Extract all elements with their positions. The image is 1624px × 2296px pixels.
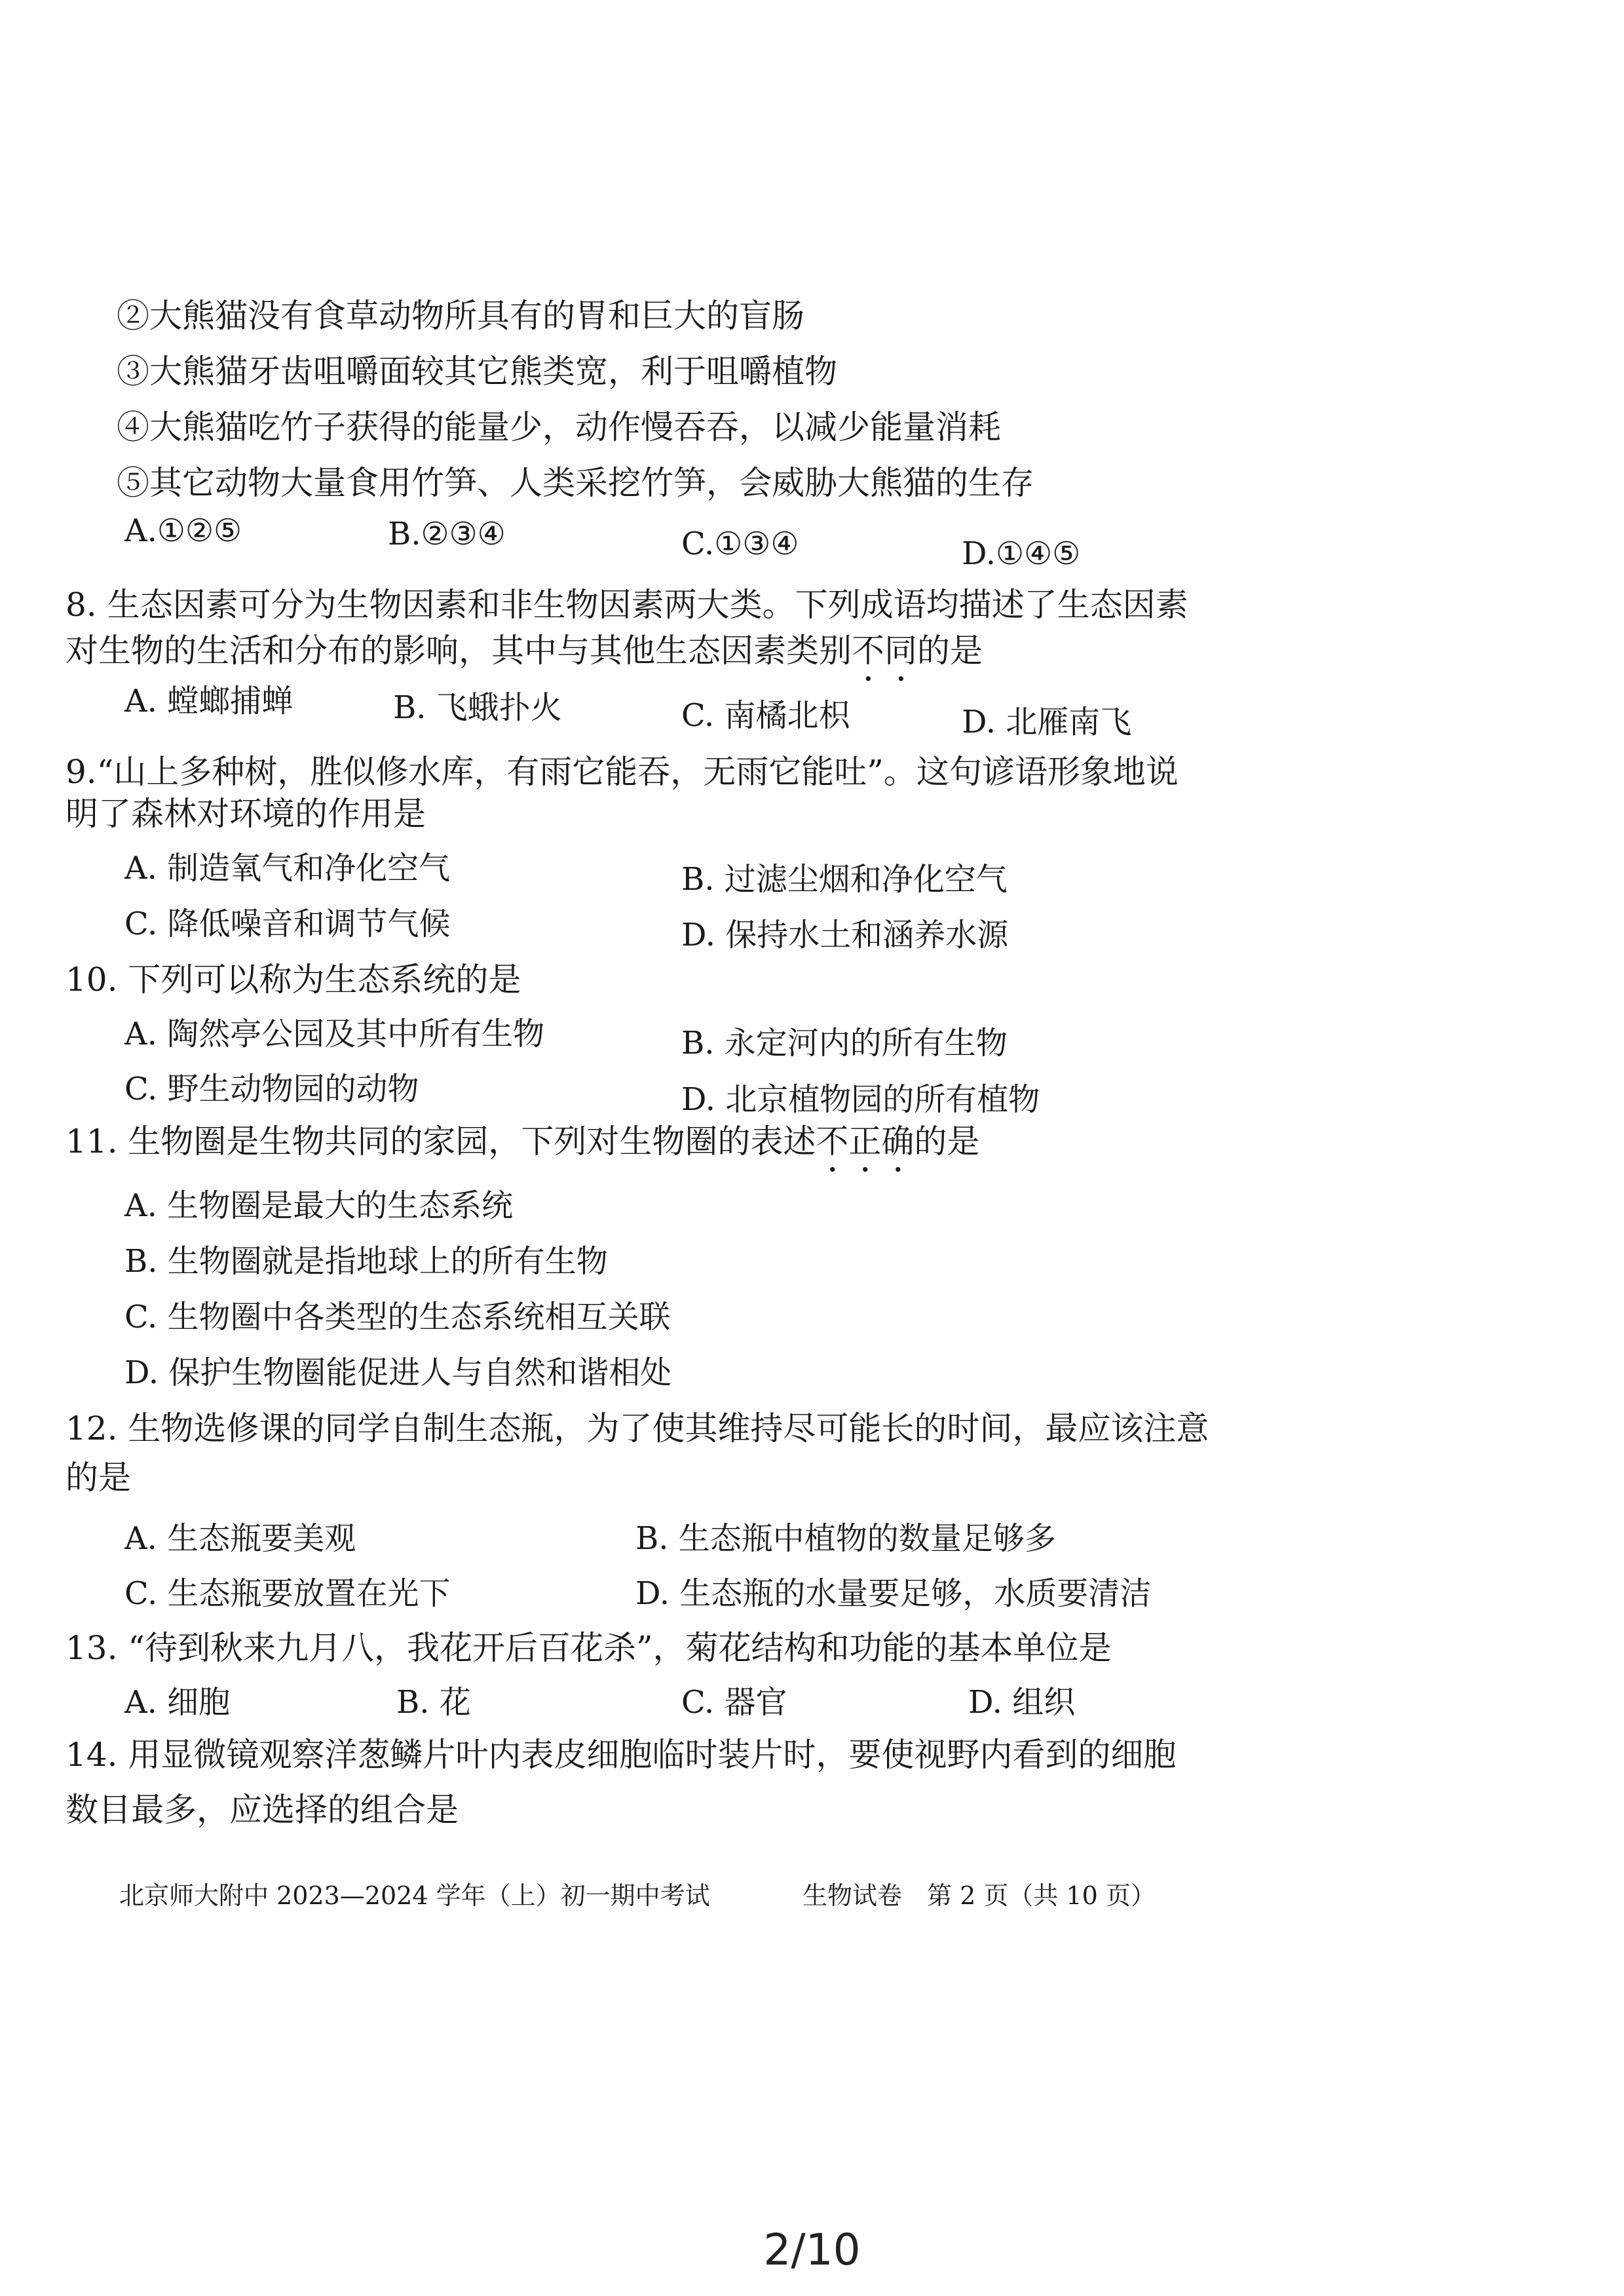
q14-line-2: 数目最多，应选择的组合是 bbox=[66, 1791, 459, 1829]
q13-line-1: 13. “待到秋来九月八，我花开后百花杀”，菊花结构和功能的基本单位是 bbox=[66, 1629, 1112, 1667]
q12-option-c: C. 生态瓶要放置在光下 bbox=[124, 1575, 451, 1612]
q12-option-b: B. 生态瓶中植物的数量足够多 bbox=[635, 1520, 1056, 1557]
q11-option-c: C. 生物圈中各类型的生态系统相互关联 bbox=[124, 1299, 671, 1335]
q11-line-1 bbox=[66, 1122, 979, 1179]
q8-line-1: 8. 生态因素可分为生物因素和非生物因素两大类。下列成语均描述了生态因素 bbox=[66, 586, 1188, 624]
q7-option-b: B.②③④ bbox=[388, 516, 506, 552]
q12-line-1: 12. 生物选修课的同学自制生态瓶，为了使其维持尽可能长的时间，最应该注意 bbox=[66, 1409, 1209, 1447]
q8-option-c: C. 南橘北枳 bbox=[681, 697, 850, 734]
q9-line-2: 明了森林对环境的作用是 bbox=[66, 795, 426, 833]
q11-line-1-text: 11. 生物圈是生物共同的家园，下列对生物圈的表述 bbox=[66, 1122, 816, 1160]
q10-option-b: B. 永定河内的所有生物 bbox=[681, 1025, 1008, 1062]
q10-option-d: D. 北京植物园的所有植物 bbox=[681, 1081, 1040, 1118]
q7-item-2: ②大熊猫没有食草动物所具有的胃和巨大的盲肠 bbox=[117, 297, 804, 335]
q8-option-d: D. 北雁南飞 bbox=[962, 704, 1132, 740]
q9-line-1: 9.“山上多种树，胜似修水库，有雨它能吞，无雨它能吐”。这句谚语形象地说 bbox=[66, 753, 1179, 791]
q12-option-d: D. 生态瓶的水量要足够，水质要清洁 bbox=[635, 1575, 1152, 1612]
q10-line-1: 10. 下列可以称为生态系统的是 bbox=[66, 961, 521, 999]
q10-option-c: C. 野生动物园的动物 bbox=[124, 1071, 419, 1107]
q7-item-4: ④大熊猫吃竹子获得的能量少，动作慢吞吞，以减少能量消耗 bbox=[117, 408, 1001, 446]
page-indicator: 2/10 bbox=[763, 2225, 861, 2275]
q12-option-a: A. 生态瓶要美观 bbox=[124, 1520, 356, 1557]
q9-option-a: A. 制造氧气和净化空气 bbox=[124, 850, 451, 887]
q11-line-1-end: 的是 bbox=[914, 1122, 980, 1160]
q9-option-d: D. 保持水土和涵养水源 bbox=[681, 917, 1009, 953]
footer-exam-title: 北京师大附中 2023—2024 学年（上）初一期中考试 bbox=[119, 1881, 710, 1910]
q11-emphasis: 不正确 bbox=[816, 1122, 915, 1160]
q13-option-c: C. 器官 bbox=[681, 1684, 787, 1721]
q11-option-b: B. 生物圈就是指地球上的所有生物 bbox=[124, 1243, 608, 1280]
q8-option-b: B. 飞蛾扑火 bbox=[393, 689, 562, 726]
q8-option-a: A. 螳螂捕蝉 bbox=[124, 683, 293, 719]
q9-option-b: B. 过滤尘烟和净化空气 bbox=[681, 861, 1008, 898]
q13-option-d: D. 组织 bbox=[968, 1684, 1076, 1721]
q11-option-d: D. 保护生物圈能促进人与自然和谐相处 bbox=[124, 1354, 672, 1391]
q8-emphasis: 不同 bbox=[852, 632, 917, 670]
q13-option-b: B. 花 bbox=[396, 1684, 471, 1721]
q13-option-a: A. 细胞 bbox=[124, 1684, 231, 1721]
q7-item-5: ⑤其它动物大量食用竹笋、人类采挖竹笋，会威胁大熊猫的生存 bbox=[117, 464, 1034, 502]
q7-item-3: ③大熊猫牙齿咀嚼面较其它熊类宽，利于咀嚼植物 bbox=[117, 353, 837, 391]
footer-page-info: 生物试卷 第 2 页（共 10 页） bbox=[803, 1881, 1156, 1910]
q7-option-d: D.①④⑤ bbox=[962, 535, 1081, 572]
q7-option-c: C.①③④ bbox=[681, 526, 799, 562]
q14-line-1: 14. 用显微镜观察洋葱鳞片叶内表皮细胞临时装片时，要使视野内看到的细胞 bbox=[66, 1736, 1177, 1774]
q9-option-c: C. 降低噪音和调节气候 bbox=[124, 906, 451, 942]
q8-line-2-end: 的是 bbox=[917, 632, 983, 670]
q11-option-a: A. 生物圈是最大的生态系统 bbox=[124, 1187, 514, 1224]
q8-line-2 bbox=[66, 631, 983, 689]
q12-line-2: 的是 bbox=[66, 1459, 131, 1497]
q8-line-2-text: 对生物的生活和分布的影响，其中与其他生态因素类别 bbox=[66, 632, 852, 670]
q10-option-a: A. 陶然亭公园及其中所有生物 bbox=[124, 1016, 545, 1052]
q7-option-a: A.①②⑤ bbox=[124, 512, 242, 549]
